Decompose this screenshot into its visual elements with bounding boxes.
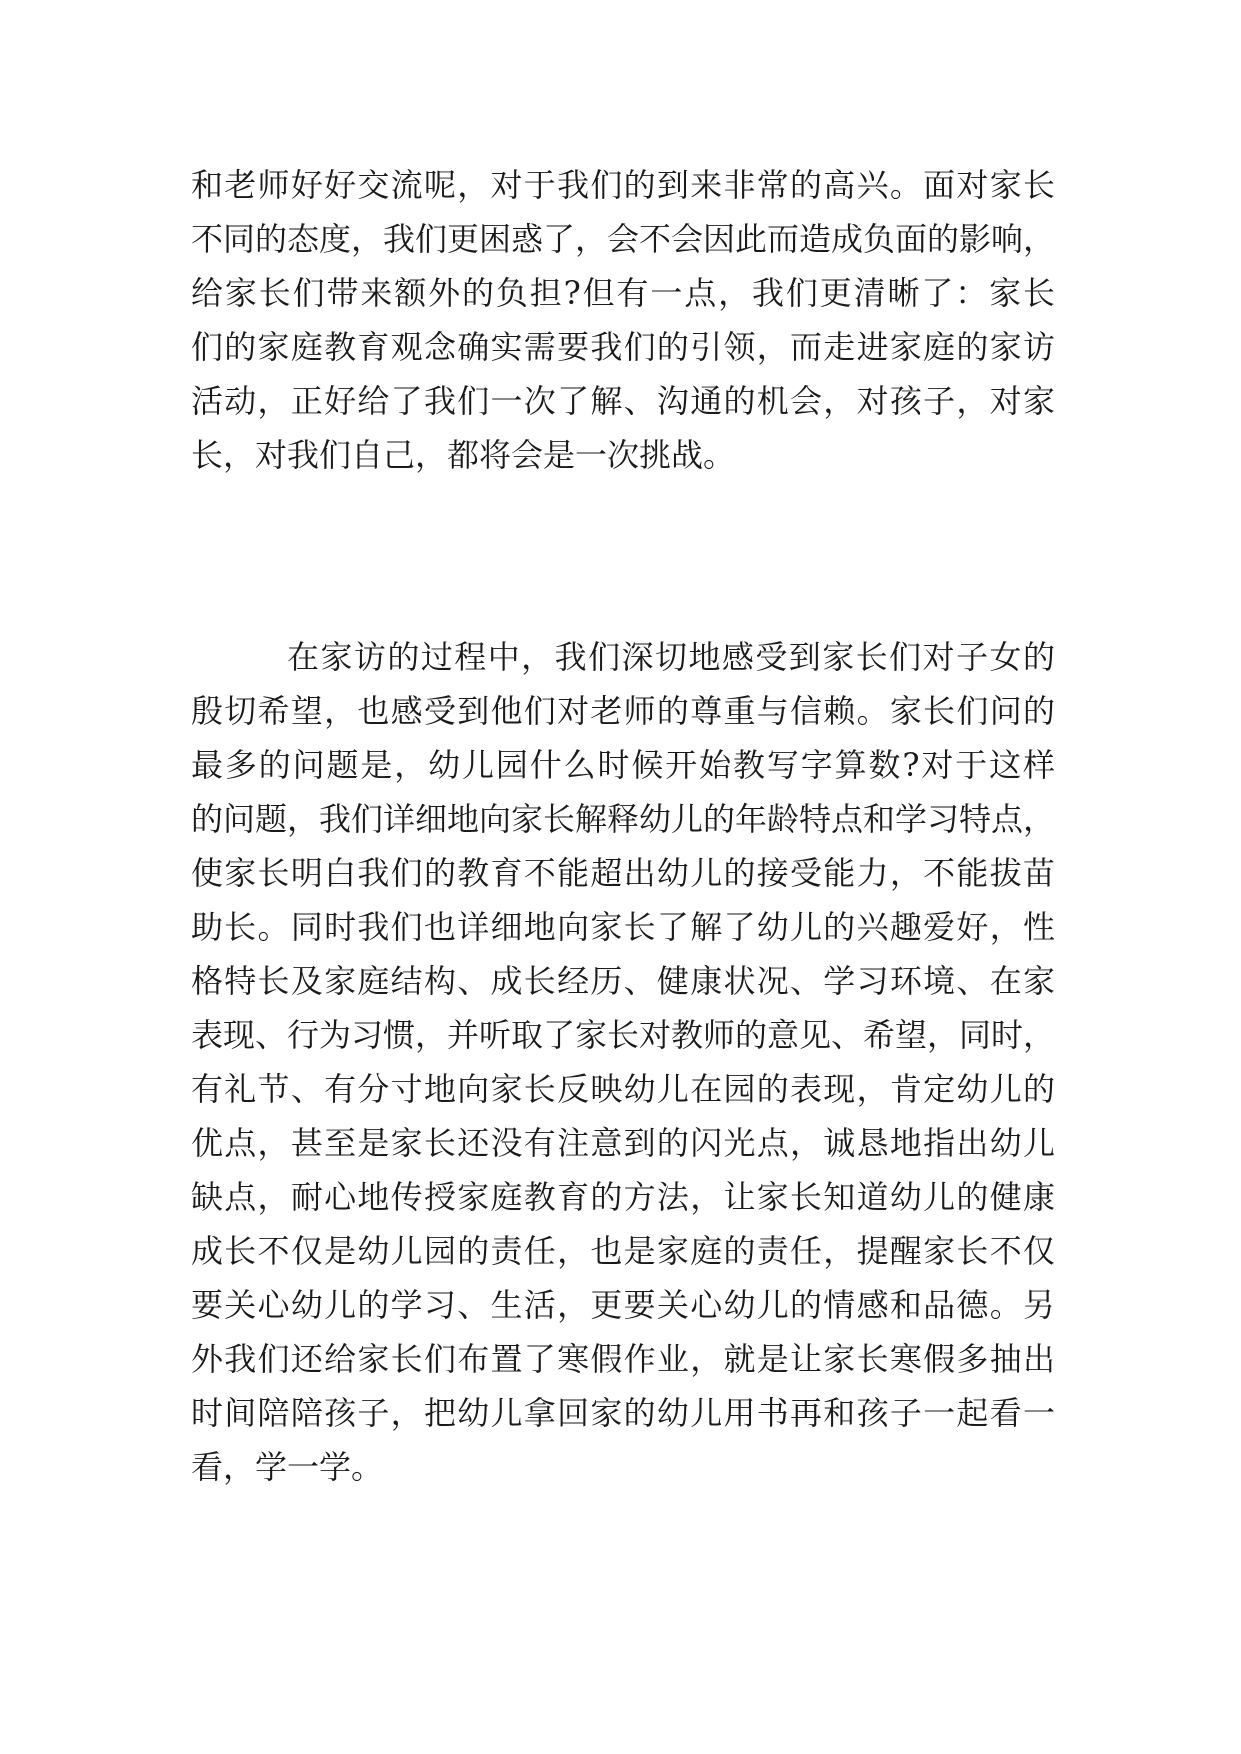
- paragraph-1-line-2: 不同的态度，我们更困惑了，会不会因此而造成负面的影响，: [191, 220, 1056, 258]
- paragraph-1: [191, 158, 1055, 482]
- paragraph-2-line-14: 外我们还给家长们布置了寒假作业，就是让家长寒假多抽出: [191, 1340, 1055, 1378]
- paragraph-2-line-1: 在家访的过程中，我们深切地感受到家长们对子女的: [287, 638, 1055, 676]
- paragraph-2-line-15: 时间陪陪孩子，把幼儿拿回家的幼儿用书再和孩子一起看一: [191, 1394, 1055, 1432]
- paragraph-1-line-3: 给家长们带来额外的负担?但有一点，我们更清晰了：家长: [191, 274, 1055, 312]
- paragraph-2: [191, 630, 1055, 1494]
- paragraph-2-line-11: 缺点，耐心地传授家庭教育的方法，让家长知道幼儿的健康: [191, 1178, 1055, 1216]
- paragraph-2-line-6: 助长。同时我们也详细地向家长了解了幼儿的兴趣爱好，性: [191, 908, 1055, 946]
- paragraph-2-line-3: 最多的问题是，幼儿园什么时候开始教写字算数?对于这样: [191, 746, 1055, 784]
- paragraph-2-line-7: 格特长及家庭结构、成长经历、健康状况、学习环境、在家: [191, 962, 1055, 1000]
- paragraph-1-line-6: 长，对我们自己，都将会是一次挑战。: [191, 436, 736, 474]
- paragraph-2-line-9: 有礼节、有分寸地向家长反映幼儿在园的表现，肯定幼儿的: [191, 1070, 1055, 1108]
- paragraph-2-line-16: 看，学一学。: [191, 1448, 384, 1486]
- paragraph-2-line-10: 优点，甚至是家长还没有注意到的闪光点，诚恳地指出幼儿: [191, 1124, 1055, 1162]
- paragraph-2-line-13: 要关心幼儿的学习、生活，更要关心幼儿的情感和品德。另: [191, 1286, 1055, 1324]
- paragraph-2-line-4: 的问题，我们详细地向家长解释幼儿的年龄特点和学习特点，: [191, 800, 1056, 838]
- paragraph-2-line-2: 殷切希望，也感受到他们对老师的尊重与信赖。家长们问的: [191, 692, 1055, 730]
- paragraph-2-line-5: 使家长明白我们的教育不能超出幼儿的接受能力，不能拔苗: [191, 854, 1055, 892]
- paragraph-1-line-1: 和老师好好交流呢，对于我们的到来非常的高兴。面对家长: [191, 166, 1055, 204]
- paragraph-2-line-12: 成长不仅是幼儿园的责任，也是家庭的责任，提醒家长不仅: [191, 1232, 1055, 1270]
- paragraph-2-line-8: 表现、行为习惯，并听取了家长对教师的意见、希望，同时，: [191, 1016, 1056, 1054]
- paragraph-1-line-4: 们的家庭教育观念确实需要我们的引领，而走进家庭的家访: [191, 328, 1055, 366]
- paragraph-1-line-5: 活动，正好给了我们一次了解、沟通的机会，对孩子，对家: [191, 382, 1055, 420]
